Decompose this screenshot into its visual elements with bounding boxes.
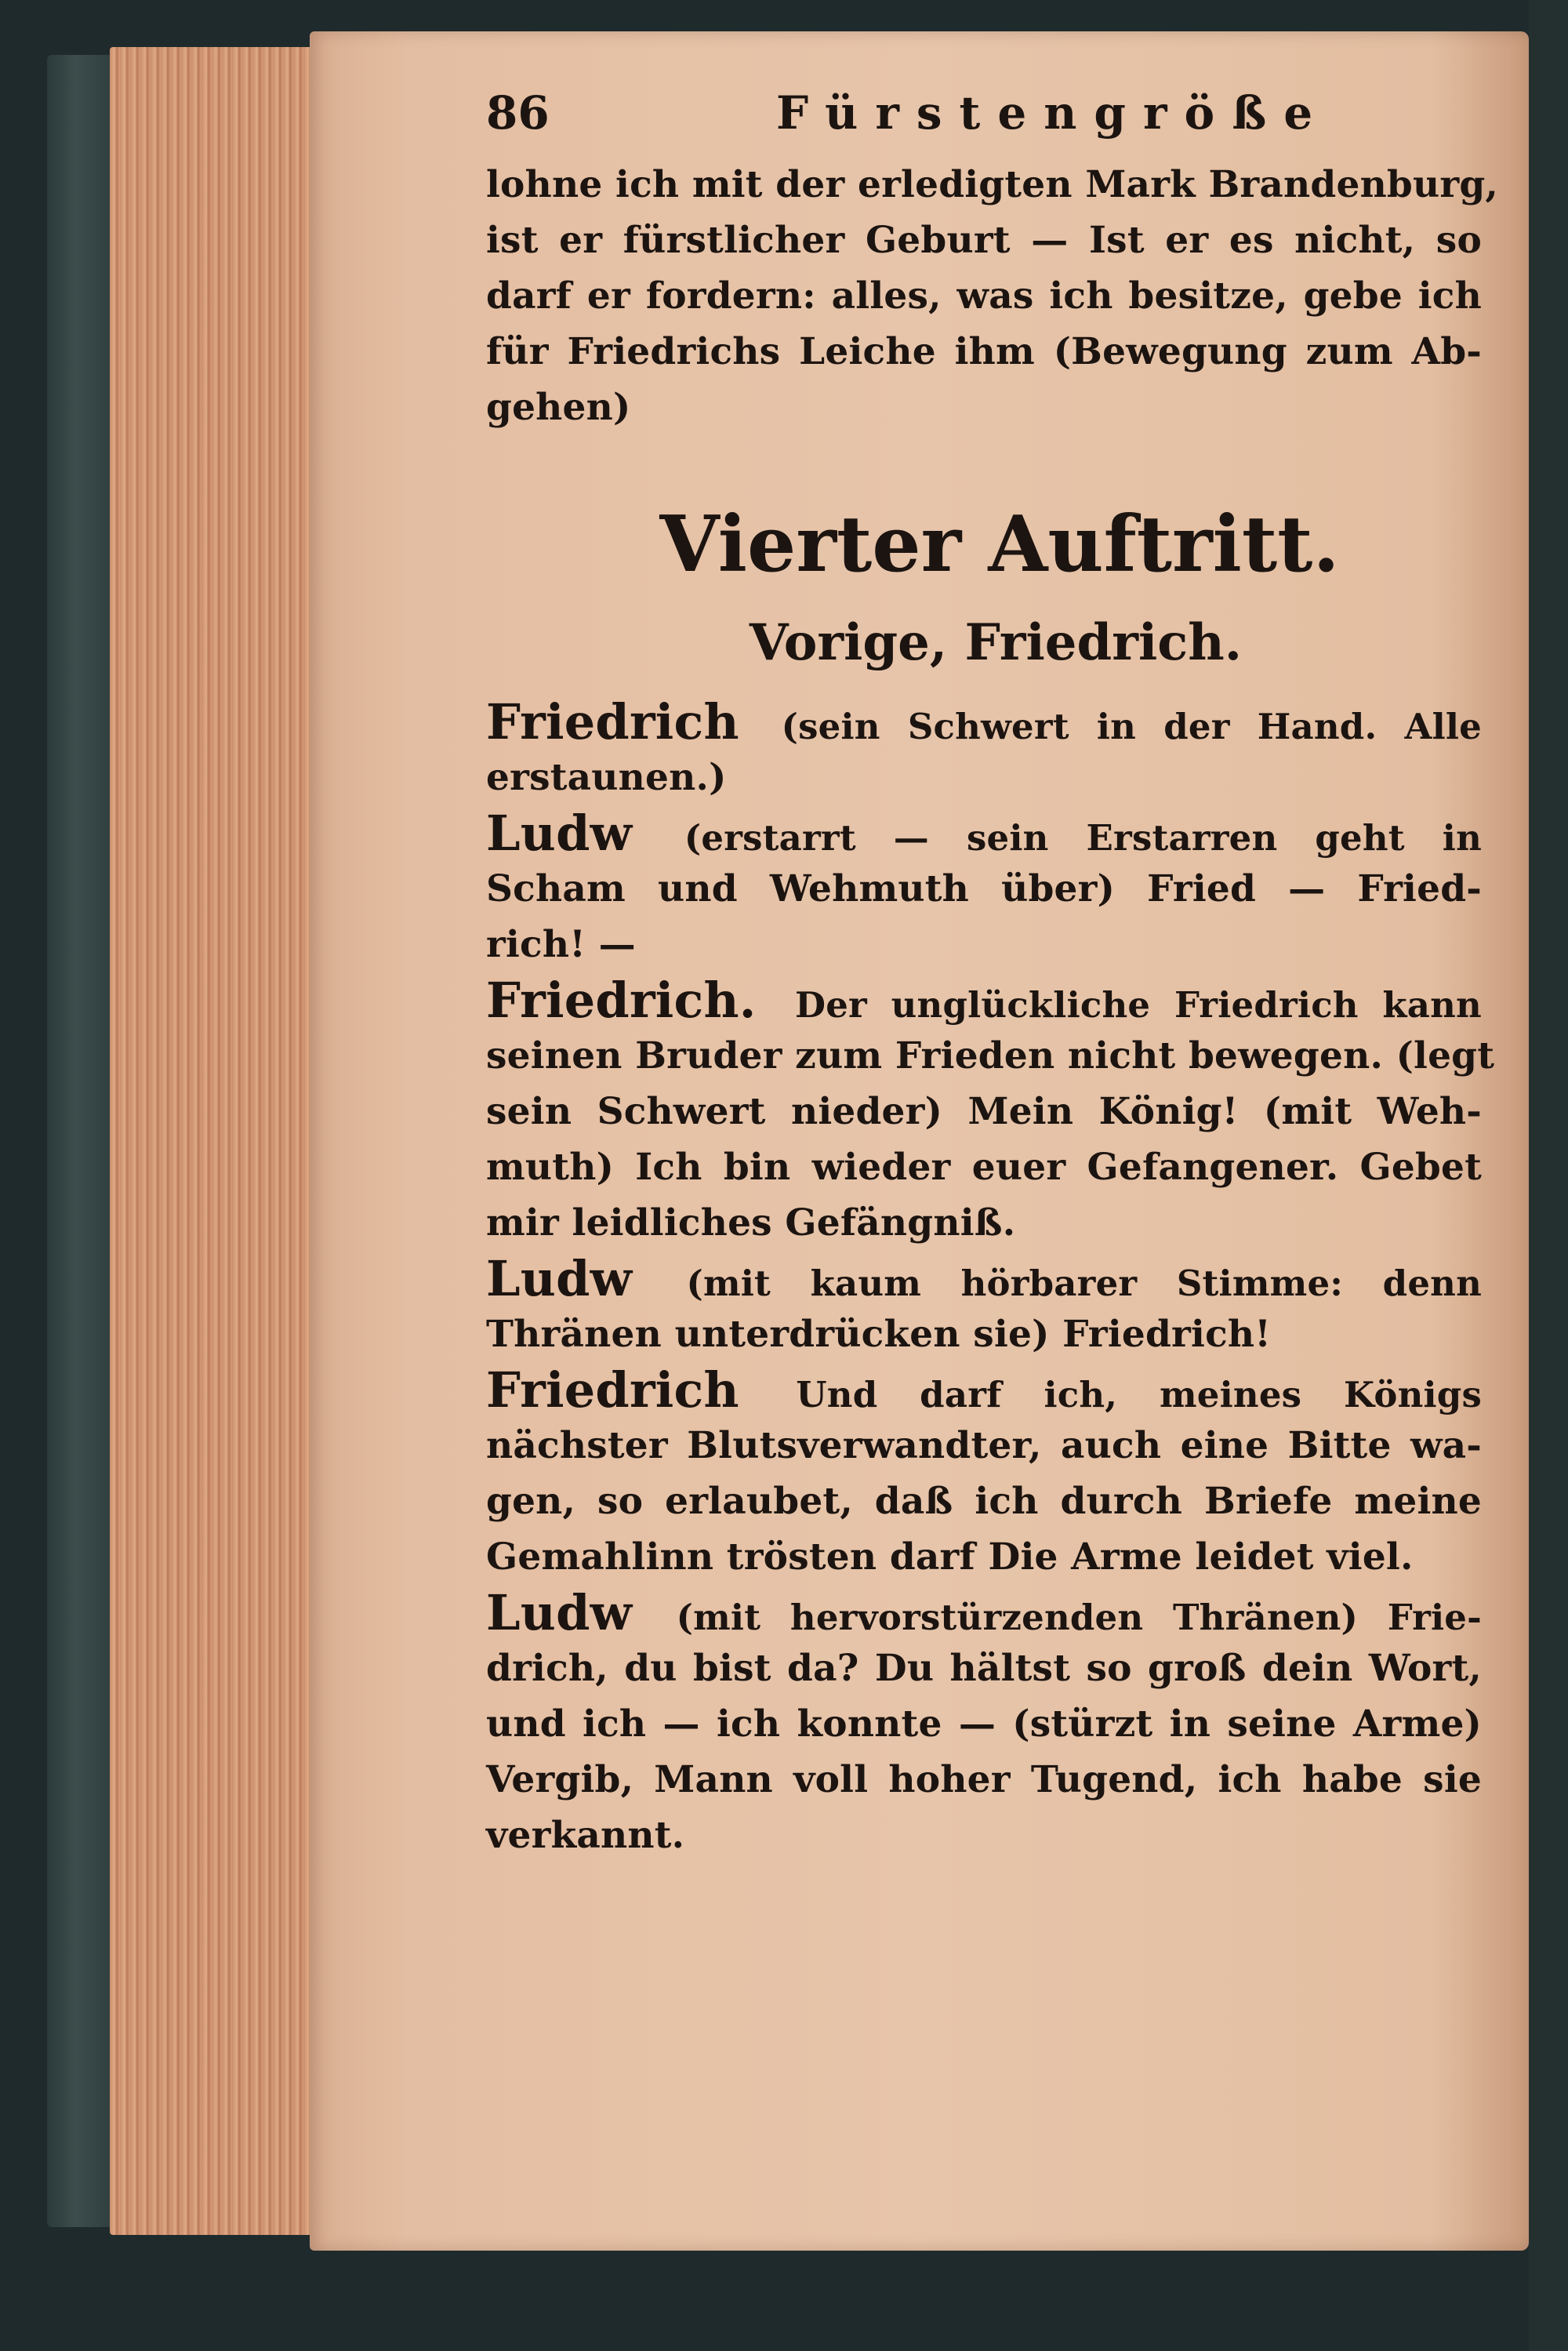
book-cover [47,55,118,2227]
speech-line: Scham und Wehmuth über) Fried — Fried- [486,867,1482,910]
speech-line: Vergib, Mann voll hoher Tugend, ich habe sie [486,1758,1482,1801]
book-page [310,31,1529,2251]
speech-line: erstaunen.) [486,756,727,799]
scene-title: Vierter Auftritt. [659,500,1340,590]
speech-line: Thränen unterdrücken sie) Friedrich! [486,1313,1272,1356]
speech-line: seinen Bruder zum Frieden nicht bewegen. (legt [486,1034,1495,1077]
text-line: gehen) [486,386,631,429]
speech-line: sein Schwert nieder) Mein König! (mit Weh- [486,1090,1482,1133]
speech-line: drich, du bist da? Du hältst so groß dein Wort, [486,1647,1482,1690]
speaker-name: Ludw [486,1584,633,1641]
speech-line: Gemahlinn trösten darf Die Arme leidet viel. [486,1535,1414,1579]
speech-line: gen, so erlaubet, daß ich durch Briefe meine [486,1480,1482,1523]
speech [486,1585,1482,1863]
backdrop [1529,0,1568,2351]
speech [486,1362,1482,1585]
speaker-name: Friedrich [486,1361,739,1419]
text-line: ist er fürstlicher Geburt — Ist er es nicht, so [486,219,1482,262]
text-block [486,86,1498,1863]
speaker-name: Ludw [486,1250,633,1307]
speaker-name: Friedrich [486,693,739,750]
speech-line: (sein Schwert in der Hand. Alle [781,706,1482,747]
running-head [486,86,1482,157]
text-line: darf er fordern: alles, was ich besitze, gebe ich [486,274,1482,318]
speech-line: Der unglückliche Friedrich kann [794,984,1482,1026]
page-number: 86 [486,86,550,140]
speech [486,694,1482,805]
speech [486,1251,1482,1362]
page-edges [110,47,329,2235]
speech-line: mir leidliches Gefängniß. [486,1201,1016,1245]
text-line: für Friedrichs Leiche ihm (Bewegung zum Ab- [486,330,1482,373]
speech-line: muth) Ich bin wieder euer Gefangener. Gebet [486,1146,1482,1189]
speech-line: (erstarrt — sein Erstarren geht in [684,817,1482,859]
intro-paragraph [486,157,1498,435]
speech-line: Und darf ich, meines Königs [796,1374,1482,1415]
page-header-title: Fürstengröße [776,86,1330,140]
speaker-name: Ludw [486,805,633,862]
speech-line: (mit kaum hörbarer Stimme: denn [686,1263,1482,1304]
speech-line: (mit hervorstürzenden Thränen) Frie- [676,1597,1482,1638]
text-line: lohne ich mit der erledigten Mark Brandenburg, [486,163,1498,206]
speech-line: nächster Blutsverwandter, auch eine Bitte wa- [486,1424,1482,1467]
speech-line: und ich — ich konnte — (stürzt in seine Arme) [486,1702,1482,1746]
speech-line: rich! — [486,923,636,966]
speech [486,805,1482,972]
speaker-name: Friedrich. [486,972,757,1029]
speech [486,972,1495,1251]
speech-line: verkannt. [486,1814,685,1857]
scene-persons: Vorige, Friedrich. [749,613,1243,672]
